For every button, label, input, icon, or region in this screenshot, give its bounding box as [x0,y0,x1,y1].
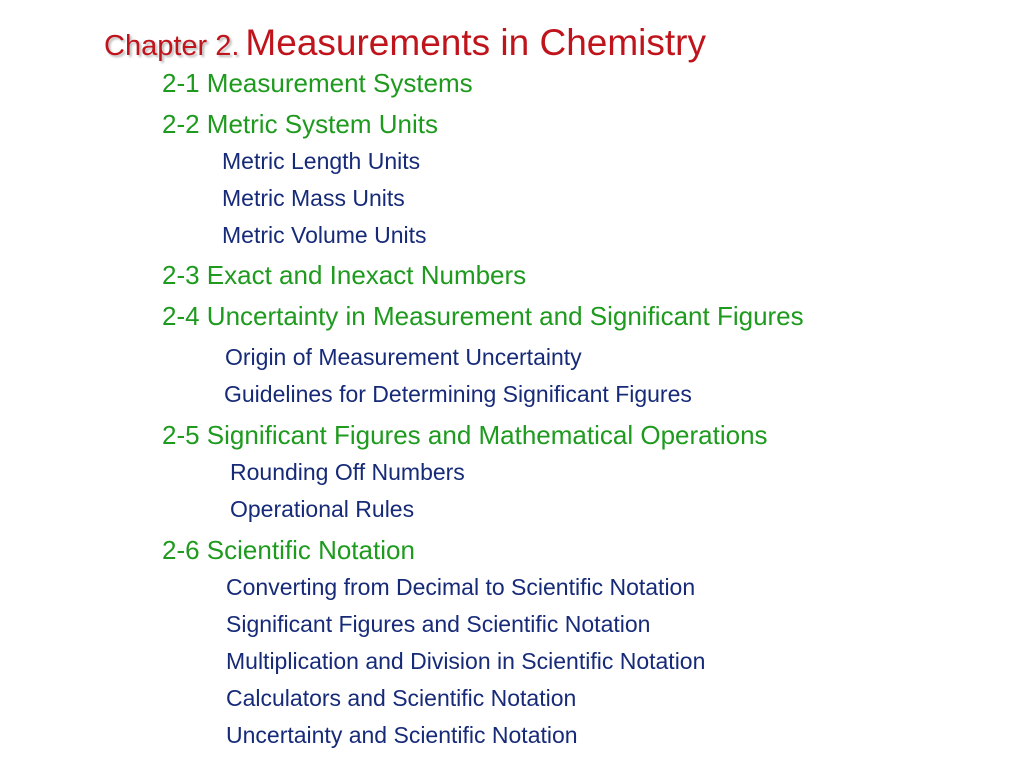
subsection-guidelines-sigfigs: Guidelines for Determining Significant Figures [224,381,692,407]
chapter-title: Measurements in Chemistry [245,22,707,63]
subsection-converting: Converting from Decimal to Scientific Notation [226,574,696,600]
section-2-4: 2-4 Uncertainty in Measurement and Significant Figures [162,301,804,331]
subsection-operational-rules: Operational Rules [230,496,415,522]
subsection-metric-length: Metric Length Units [222,148,421,174]
chapter-label: Chapter 2. [104,30,240,62]
subsection-multiplication-division: Multiplication and Division in Scientific Notation [226,648,706,674]
section-2-2: 2-2 Metric System Units [162,109,438,139]
subsection-metric-mass: Metric Mass Units [222,185,405,211]
subsection-metric-volume: Metric Volume Units [222,222,427,248]
slide-title [104,22,706,64]
subsection-rounding: Rounding Off Numbers [230,459,465,485]
subsection-origin-uncertainty: Origin of Measurement Uncertainty [225,344,582,370]
section-2-3: 2-3 Exact and Inexact Numbers [162,260,527,290]
subsection-calculators: Calculators and Scientific Notation [226,685,577,711]
section-2-5: 2-5 Significant Figures and Mathematical Operations [162,420,768,450]
subsection-uncertainty-scientific: Uncertainty and Scientific Notation [226,722,578,748]
subsection-sigfigs-scientific: Significant Figures and Scientific Notation [226,611,651,637]
section-2-6: 2-6 Scientific Notation [162,535,415,565]
section-2-1: 2-1 Measurement Systems [162,68,473,98]
